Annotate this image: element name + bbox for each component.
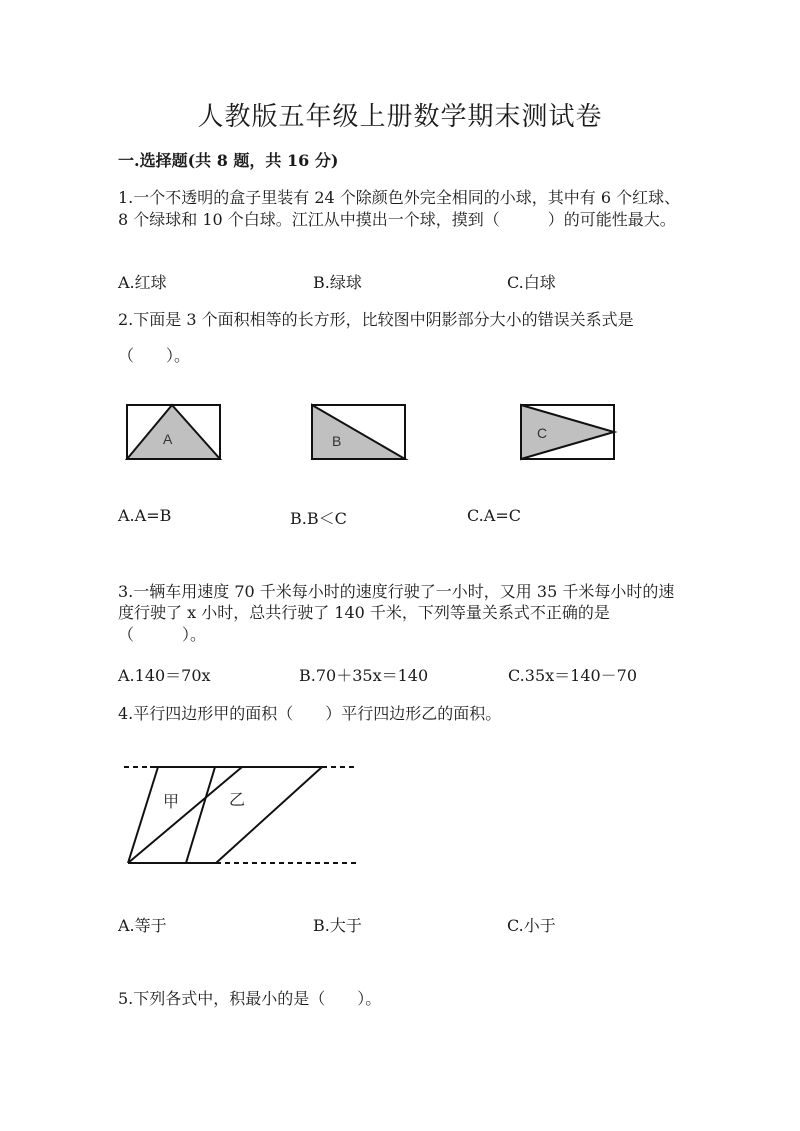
question-3-option-b[interactable]: B.70＋35x＝140 [299,666,429,685]
question-5-line-1: 5.下列各式中，积最小的是（ ）。 [118,989,382,1008]
question-2-line-1: 2.下面是 3 个面积相等的长方形，比较图中阴影部分大小的错误关系式是 [118,310,634,329]
question-4-line-1: 4.平行四边形甲的面积（ ）平行四边形乙的面积。 [118,704,502,723]
parallelogram-jia-right-edge [186,767,215,863]
question-1-line-1: 1.一个不透明的盒子里装有 24 个除颜色外完全相同的小球，其中有 6 个红球、 [118,188,681,207]
question-3-line-3: （ ）。 [118,625,207,644]
question-1-line-2: 8 个绿球和 10 个白球。江江从中摸出一个球，摸到（ ）的可能性最大。 [118,210,676,229]
question-4-option-b[interactable]: B.大于 [313,916,362,935]
question-3-line-1: 3.一辆车用速度 70 千米每小时的速度行驶了一小时，又用 35 千米每小时的速 [118,582,675,601]
question-2-line-2: （ ）。 [118,346,191,365]
question-1-option-b[interactable]: B.绿球 [313,273,362,292]
parallelogram-jia-left-edge [128,767,158,863]
question-1-option-a[interactable]: A.红球 [118,273,167,292]
question-2-option-b[interactable]: B.B＜C [290,509,347,528]
label-jia: 甲 [163,792,180,811]
question-2-option-a[interactable]: A.A=B [118,506,172,525]
section-heading: 一.选择题(共 8 题，共 16 分) [118,151,339,170]
question-4-option-c[interactable]: C.小于 [507,916,556,935]
question-3-option-a[interactable]: A.140＝70x [118,666,211,685]
question-1-option-c[interactable]: C.白球 [507,273,556,292]
label-a: A [163,431,173,447]
question-3-option-c[interactable]: C.35x＝140－70 [508,666,638,685]
label-c: C [537,425,548,441]
page-title: 人教版五年级上册数学期末测试卷 [197,102,603,132]
question-3-line-2: 度行驶了 x 小时，总共行驶了 140 千米，下列等量关系式不正确的是 [118,603,610,622]
parallelogram-yi-left-edge [128,767,242,863]
parallelogram-yi-right-edge [216,767,322,863]
label-yi: 乙 [229,790,246,809]
label-b: B [332,433,342,449]
question-4-option-a[interactable]: A.等于 [118,916,167,935]
question-2-option-c[interactable]: C.A=C [467,506,521,525]
